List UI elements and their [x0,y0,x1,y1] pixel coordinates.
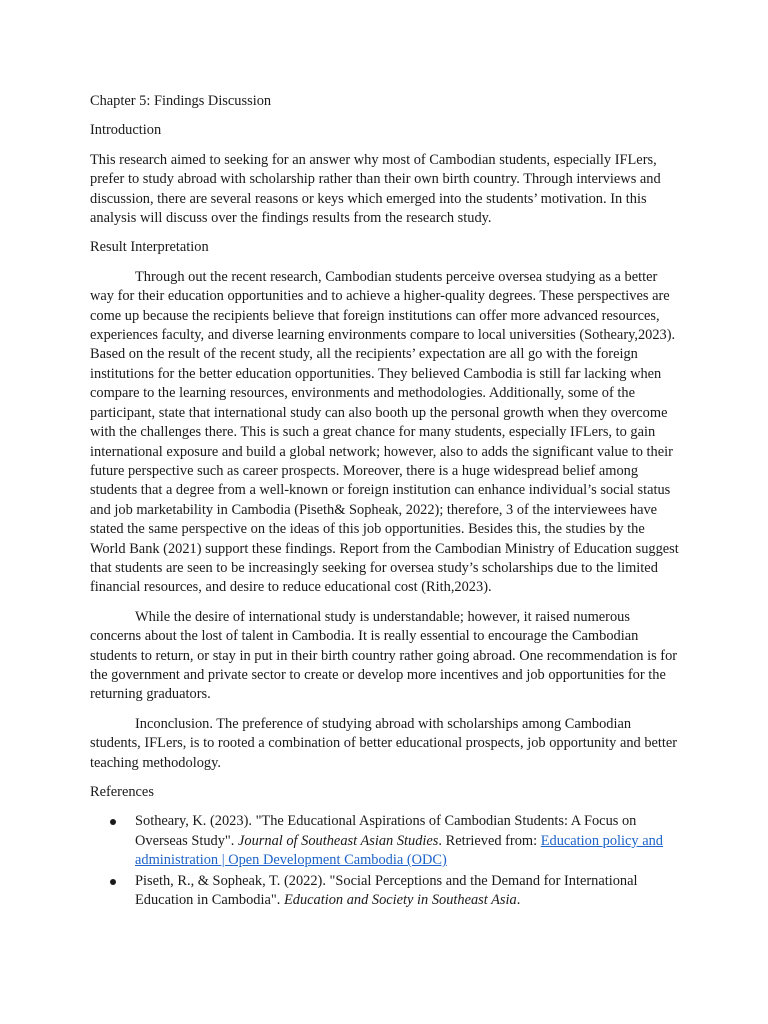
reference-text: Sotheary, K. (2023). "The Educational Aspirations of Cambodian Students: A Focus on Overseas Study". [135,813,637,849]
reference-link[interactable]: Education policy and administration | Open Development Cambodia (ODC) [135,832,664,869]
references-list [90,812,682,910]
reference-text-after: . Retrieved from: [438,832,541,849]
reference-item [90,812,682,870]
reference-journal: Education and Society in Southeast Asia [283,892,517,909]
reference-journal: Journal of Southeast Asian Studies [238,832,439,849]
conclusion-paragraph: Inconclusion. The preference of studying abroad with scholarships among Cambodian students, IFLers, is to rooted a combination of better educational prospects, job opportunity and better teaching methodology. [90,715,678,771]
document-page [90,92,682,911]
references-heading: References [90,784,154,800]
chapter-title: Chapter 5: Findings Discussion [90,93,272,109]
reference-item [90,872,682,911]
result-paragraph-1: Through out the recent research, Cambodian students perceive oversea studying as a better way for their education opportunities and to achieve a higher-quality degrees. These perspectives are come up because the recipients believe that foreign institutions can offer more advanced resources, experiences faculty, and diverse learning environments compare to local universities (Sotheary,2023). Based on the result of the recent study, all the recipients’ expectation are all go with the foreign institutions for the better education opportunities. They believed Cambodia is still far lacking when compare to the learning resources, environments and methodologies. Additionally, some of the participant, state that international study can also booth up the personal growth when they overcome with the challenges there. This is such a great chance for many students, especially IFLers, to gain international exposure and build a global network; however, also to adds the significant value to their future perspective such as career prospects. Moreover, there is a huge widespread belief among students that a degree from a well-known or foreign institution can enhance individual’s social status and job marketability in Cambodia (Piseth& Sopheak, 2022); therefore, 3 of the interviewees have stated the same perspective on the ideas of this job opportunities. Besides this, the studies by the World Bank (2021) support these findings. Report from the Cambodian Ministry of Education suggest that students are seen to be increasingly seeking for oversea study’s scholarships due to the limited financial resources, and desire to reduce educational cost (Rith,2023). [90,268,679,596]
bullet-icon [110,819,116,825]
introduction-heading: Introduction [90,122,162,139]
introduction-paragraph: This research aimed to seeking for an answer why most of Cambodian students, especially IFLers, prefer to study abroad with scholarship rather than their own birth country. Through interviews and discussion, there are several reasons or keys which emerged into the students’ motivation. In this analysis will discuss over the findings results from the research study. [90,151,661,227]
bullet-icon [110,879,116,885]
result-interpretation-heading: Result Interpretation [90,239,209,256]
reference-text-after: . [516,892,521,909]
result-paragraph-2: While the desire of international study is understandable; however, it raised numerous concerns about the lost of talent in Cambodia. It is really essential to encourage the Cambodian students to return, or stay in put in their birth country rather going abroad. One recommendation is for the government and private sector to create or develop more incentives and job opportunities for the returning graduators. [90,608,678,703]
reference-text: Piseth, R., & Sopheak, T. (2022). "Social Perceptions and the Demand for International Education in Cambodia". [135,872,638,909]
